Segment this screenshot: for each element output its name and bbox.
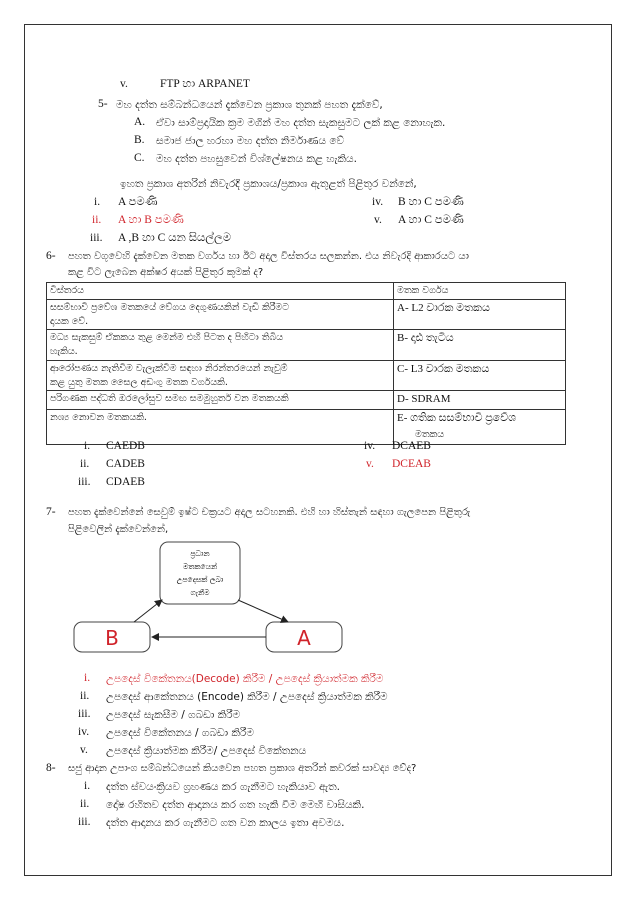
table-header-type: මතක වර්ගය [394,283,566,300]
q5-statement-a: ඒවා සාම්ප්‍රදායික ක්‍රම මගින් මහ දත්ත සැකසුමට ලක් කළ නොහැක. [156,117,446,129]
q4-option-v-num: v. [120,78,128,90]
q5-option-iii: A ,B හා C යන සියල්ලම [118,232,232,244]
q7-option-v-num: v. [80,744,88,756]
fetch-box-line: උපදෙසක් ලබා [176,575,224,584]
q7-option-ii: උපදෙස් ආකේතනය (Encode) කිරීම / උපදෙස් ක්‍රියාත්මක කිරීම [106,691,388,703]
q7-option-iv-num: iv. [78,726,90,738]
row-type: E- ගතික සසම්භාවී ප්‍රවේශ [397,412,516,425]
q7-option-iii-num: iii. [78,708,91,720]
row-type: D- SDRAM [397,393,451,406]
q6-stem-line1: පහත වගුවෙහි දැක්වෙන මතක වර්ගය හා ඊට අදාල විස්තරය සලකන්න. එය නිවැරදි ආකාරයට යා [68,251,469,262]
q6-option-v-num: v. [366,458,374,470]
label-b: B [105,626,119,650]
q7-option-iv: උපදෙස් විකේතනය / ගබඩා කිරීම [106,727,254,739]
q7-option-iii: උපදෙස් සැකසීම / ගබඩා කිරීම [106,709,241,721]
q8-option-iii: දත්ත ආදානය කර ගැනීමට ගත වන කාලය ඉතා අවමය. [106,817,345,829]
row-description: පරිගණක පද්ධති ඔරලෝසුව සමඟ සමමුහුර්ත වන මතකයකි [50,393,289,405]
row-description: ආරෝපණය නැතිවීම වැලැක්වීම සඳහා නිරන්තරයෙන් නැවුම් [50,362,288,374]
q5-option-v-num: v. [374,214,382,226]
row-description-cont: හැකිය. [50,346,78,358]
row-description-cont: දායක වේ. [50,315,89,327]
table-row [47,330,566,361]
q6-option-iii-num: iii. [78,476,91,488]
row-description-cont: කළ යුතු මතක සෛල අඩංගු මතක වර්ගයකි. [50,376,228,388]
q6-option-ii-num: ii. [80,458,90,470]
q6-stem-line2: කළ විට ලැබෙන අක්ෂර අයක් පිළිතුර කුමක් ද? [68,267,264,278]
q8-option-iii-num: iii. [78,816,91,828]
row-type-cont: මතකය [415,429,445,441]
q5-statement-b: සමාජ ජාල හරහා මහ දත්ත නිර්මාණය වේ [156,135,345,147]
row-description: නශ්‍ය නොවන මතකයකි. [50,412,147,424]
q6-option-iv-num: iv. [364,440,376,452]
row-type: A- L2 වාරක මතකය [397,301,490,314]
q7-option-i: උපදෙස් විකේතනය(Decode) කිරීම / උපදෙස් ක්‍රියාත්මක කිරීම [106,673,384,685]
table-header-row [47,283,566,300]
q6-option-iii: CDAEB [106,476,145,488]
q5-statement-c-label: C. [134,152,145,164]
q7-stem-line2: පිළිවෙලින් දැක්වෙන්නේ, [68,524,169,535]
fetch-box-line: ප්‍රධාන [190,549,210,558]
row-type: C- L3 වාරක මතකය [397,362,490,375]
q5-option-iii-num: iii. [90,232,103,244]
q5-statement-a-label: A. [134,116,146,128]
fetch-execute-cycle-diagram [60,538,360,668]
q5-option-iv-num: iv. [372,196,384,208]
q8-stem: සජු ආදාන උපාංග සම්බන්ධයෙන් කියවෙන පහත ප්‍රකාශ අතරින් කවරක් සාවද්‍ය වේද? [68,763,417,774]
arrow-b-to-fetch [134,600,162,622]
q8-option-i-num: i. [84,780,91,792]
q8-option-i: දත්ත ස්වයංක්‍රියව ග්‍රහණය කර ගැනීමට හැකියාව ඇත. [106,781,340,793]
q6-option-i: CAEDB [106,440,145,452]
q6-option-v: DCEAB [392,458,431,470]
q7-number: 7- [46,506,56,518]
q7-option-ii-num: ii. [80,690,90,702]
q4-option-v-text: FTP හා ARPANET [160,78,250,90]
table-header-description: විස්තරය [47,283,394,300]
q8-option-ii-num: ii. [80,798,90,810]
memory-match-table [46,282,566,445]
q5-option-v: A හා C පමණි [398,214,464,226]
q7-option-i-num: i. [84,672,91,684]
q5-prompt: ඉහත ප්‍රකාශ අතරින් නිවැරදි ප්‍රකාශය/ප්‍රකාශ ඇතුළත් පිළිතුර වන්නේ, [120,178,417,190]
q6-option-ii: CADEB [106,458,145,470]
q8-option-ii: දෝෂ රහිතව දත්ත ආදානය කර ගත හැකි වීම මෙහි වාසියකි. [106,799,365,811]
row-description: සසම්භාවී ප්‍රවේශ මතකයේ වේගය දෙගුණයකින් වැඩි කිරීමට [50,301,290,313]
q5-option-iv: B හා C පමණි [398,196,464,208]
q6-number: 6- [46,250,56,262]
q5-statement-b-label: B. [134,134,145,146]
fetch-box-line: ගැනීම [190,588,210,597]
table-row [47,391,566,410]
q6-option-iv: DCAEB [392,440,431,452]
q5-option-i-num: i. [94,196,101,208]
arrow-fetch-to-a [238,600,288,622]
q8-number: 8- [46,762,56,774]
row-type: B- දෘඪ තැටිය [397,332,454,345]
fetch-box-line: මතකයෙන් [182,562,218,571]
table-row [47,299,566,330]
q5-option-ii-num: ii. [92,214,102,226]
q5-statement-c: මහ දත්ත පහසුවෙන් විශ්ලේෂනය කළ හැකිය. [156,153,357,165]
label-a: A [297,626,311,650]
q6-option-i-num: i. [84,440,91,452]
row-description: මධ්‍ය සැකසුම් ඒකකය තුළ මෙන්ම එහි පිටත ද පිහිටා තිබිය [50,332,284,344]
q7-stem-line1: පහත දැක්වෙන්නේ සෙවුම් ඉෂ්ට චක්‍රයට අදාල සටහනකි. එහි හා හිස්තැන් සඳහා ගැලපෙන පිළිතුරු [68,507,471,518]
q5-option-i: A පමණි [118,196,158,208]
q5-option-ii: A හා B පමණි [118,214,184,226]
table-row [47,360,566,391]
q5-stem: මහ දත්ත සම්බන්ධයෙන් දැක්වෙන ප්‍රකාශ තුනක් පහත දැක්වේ, [116,99,383,111]
q7-option-v: උපදෙස් ක්‍රියාත්මක කිරීම/ උපදෙස් විකේතනය [106,745,307,757]
q5-number: 5- [98,98,108,110]
